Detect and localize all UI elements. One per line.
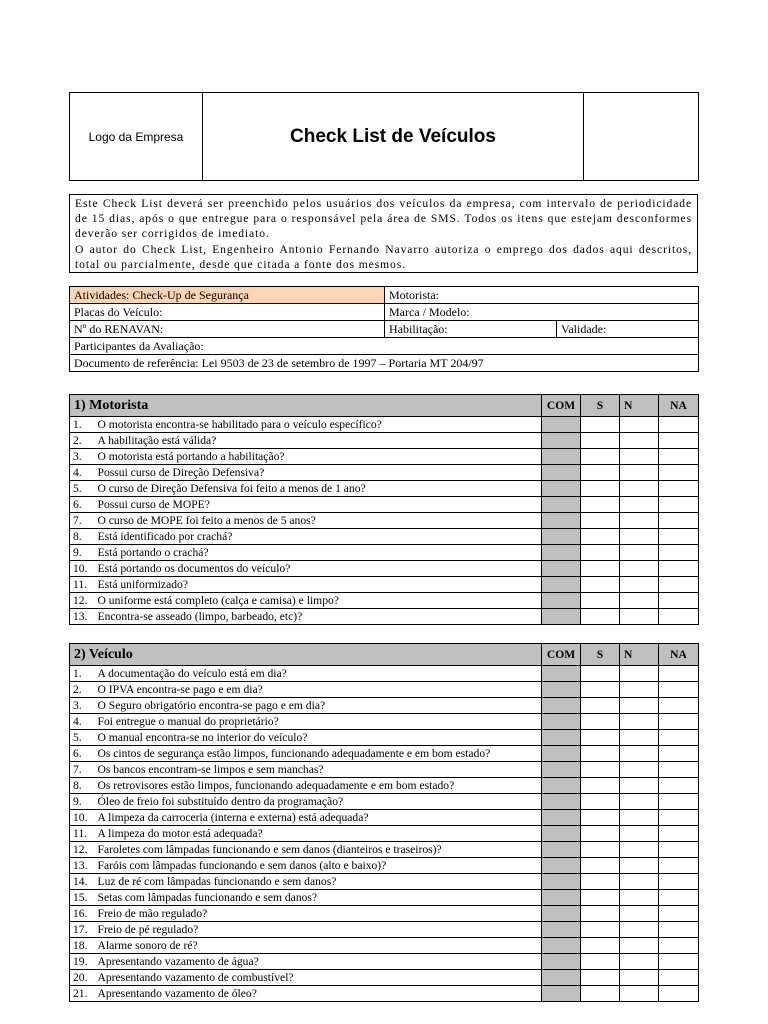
item-number: 4.	[70, 465, 98, 481]
column-n: N	[620, 644, 659, 666]
checklist-row	[70, 858, 699, 874]
item-number: 9.	[70, 545, 98, 561]
item-question: Apresentando vazamento de combustível?	[98, 970, 542, 986]
answer-n-cell[interactable]	[620, 609, 659, 625]
answer-com-cell[interactable]	[542, 417, 581, 433]
item-number: 2.	[70, 433, 98, 449]
answer-na-cell[interactable]	[659, 778, 699, 794]
section-veiculo	[69, 643, 699, 1002]
answer-s-cell[interactable]	[581, 778, 620, 794]
activities-field[interactable]: Atividades: Check-Up de Segurança	[70, 287, 385, 304]
intro-paragraph-1: Este Check List deverá ser preenchido pelos usuários dos veículos da empresa, com intervalo de periodicidade de 15 dias, após o que entregue para o responsável pela área de SMS. Todos os itens que estejam desconformes deverão ser corrigidos de imediato.	[75, 197, 692, 241]
checklist-row	[70, 577, 699, 593]
answer-n-cell[interactable]	[620, 778, 659, 794]
reference-document: Documento de referência: Lei 9503 de 23 de setembro de 1997 – Portaria MT 204/97	[70, 355, 699, 372]
section-title: 2) Veículo	[74, 646, 133, 662]
item-number: 1.	[70, 417, 98, 433]
answer-com-cell[interactable]	[542, 497, 581, 513]
item-question: A habilitação está válida?	[98, 433, 542, 449]
answer-com-cell[interactable]	[542, 922, 581, 938]
answer-s-cell[interactable]	[581, 858, 620, 874]
checklist-row	[70, 682, 699, 698]
item-question: O motorista está portando a habilitação?	[98, 449, 542, 465]
answer-na-cell[interactable]	[659, 609, 699, 625]
checklist-row	[70, 938, 699, 954]
answer-n-cell[interactable]	[620, 714, 659, 730]
intro-text-box	[69, 194, 698, 273]
checklist-row	[70, 609, 699, 625]
answer-n-cell[interactable]	[620, 513, 659, 529]
item-question: Está uniformizado?	[98, 577, 542, 593]
item-question: A limpeza da carroceria (interna e externa) está adequada?	[98, 810, 542, 826]
answer-com-cell[interactable]	[542, 593, 581, 609]
header-blank-cell	[584, 93, 699, 181]
item-question: Setas com lâmpadas funcionando e sem danos?	[98, 890, 542, 906]
section-header-row	[70, 395, 699, 417]
answer-na-cell[interactable]	[659, 682, 699, 698]
item-question: Os cintos de segurança estão limpos, funcionando adequadamente e em bom estado?	[98, 746, 542, 762]
item-question: A documentação do veículo está em dia?	[98, 666, 542, 682]
item-question: Os retrovisores estão limpos, funcionando adequadamente e em bom estado?	[98, 778, 542, 794]
item-number: 2.	[70, 682, 98, 698]
item-number: 16.	[70, 906, 98, 922]
participants-field[interactable]: Participantes da Avaliação:	[70, 338, 699, 355]
answer-com-cell[interactable]	[542, 826, 581, 842]
item-number: 11.	[70, 577, 98, 593]
answer-na-cell[interactable]	[659, 561, 699, 577]
item-number: 9.	[70, 794, 98, 810]
answer-s-cell[interactable]	[581, 810, 620, 826]
license-field[interactable]: Habilitação:	[385, 321, 557, 338]
answer-s-cell[interactable]	[581, 714, 620, 730]
answer-com-cell[interactable]	[542, 682, 581, 698]
answer-s-cell[interactable]	[581, 922, 620, 938]
item-question: O motorista encontra-se habilitado para o veículo específico?	[98, 417, 542, 433]
checklist-row	[70, 561, 699, 577]
checklist-row	[70, 545, 699, 561]
answer-na-cell[interactable]	[659, 577, 699, 593]
item-number: 10.	[70, 810, 98, 826]
checklist-row	[70, 906, 699, 922]
item-number: 3.	[70, 449, 98, 465]
title-cell	[203, 93, 584, 181]
checklist-row	[70, 698, 699, 714]
answer-n-cell[interactable]	[620, 545, 659, 561]
answer-na-cell[interactable]	[659, 666, 699, 682]
checklist-row	[70, 954, 699, 970]
answer-na-cell[interactable]	[659, 545, 699, 561]
answer-s-cell[interactable]	[581, 938, 620, 954]
item-question: O manual encontra-se no interior do veículo?	[98, 730, 542, 746]
answer-s-cell[interactable]	[581, 497, 620, 513]
answer-com-cell[interactable]	[542, 529, 581, 545]
checklist-row	[70, 481, 699, 497]
answer-com-cell[interactable]	[542, 778, 581, 794]
item-question: Encontra-se asseado (limpo, barbeado, etc)?	[98, 609, 542, 625]
answer-s-cell[interactable]	[581, 698, 620, 714]
item-question: O Seguro obrigatório encontra-se pago e em dia?	[98, 698, 542, 714]
checklist-row	[70, 778, 699, 794]
item-question: Óleo de freio foi substituído dentro da programação?	[98, 794, 542, 810]
answer-com-cell[interactable]	[542, 433, 581, 449]
answer-na-cell[interactable]	[659, 481, 699, 497]
column-com: COM	[542, 644, 581, 666]
answer-n-cell[interactable]	[620, 481, 659, 497]
answer-com-cell[interactable]	[542, 906, 581, 922]
answer-com-cell[interactable]	[542, 938, 581, 954]
item-question: Está identificado por crachá?	[98, 529, 542, 545]
answer-n-cell[interactable]	[620, 666, 659, 682]
answer-com-cell[interactable]	[542, 890, 581, 906]
column-s: S	[581, 644, 620, 666]
checklist-row	[70, 810, 699, 826]
item-number: 17.	[70, 922, 98, 938]
section-header-row	[70, 644, 699, 666]
answer-na-cell[interactable]	[659, 449, 699, 465]
answer-n-cell[interactable]	[620, 746, 659, 762]
item-number: 18.	[70, 938, 98, 954]
logo-text: Logo da Empresa	[88, 129, 184, 144]
document-title: Check List de Veículos	[290, 125, 496, 147]
section-motorista	[69, 394, 699, 625]
item-number: 13.	[70, 609, 98, 625]
answer-n-cell[interactable]	[620, 529, 659, 545]
checklist-row	[70, 433, 699, 449]
answer-com-cell[interactable]	[542, 577, 581, 593]
item-question: Faroletes com lâmpadas funcionando e sem danos (dianteiros e traseiros)?	[98, 842, 542, 858]
answer-s-cell[interactable]	[581, 730, 620, 746]
answer-com-cell[interactable]	[542, 842, 581, 858]
item-number: 11.	[70, 826, 98, 842]
item-number: 13.	[70, 858, 98, 874]
answer-com-cell[interactable]	[542, 954, 581, 970]
answer-na-cell[interactable]	[659, 433, 699, 449]
column-com: COM	[542, 395, 581, 417]
answer-na-cell[interactable]	[659, 938, 699, 954]
section-title: 1) Motorista	[74, 397, 149, 413]
answer-s-cell[interactable]	[581, 666, 620, 682]
answer-s-cell[interactable]	[581, 529, 620, 545]
answer-na-cell[interactable]	[659, 842, 699, 858]
answer-com-cell[interactable]	[542, 666, 581, 682]
item-question: Possui curso de Direção Defensiva?	[98, 465, 542, 481]
item-question: A limpeza do motor está adequada?	[98, 826, 542, 842]
item-number: 8.	[70, 529, 98, 545]
answer-na-cell[interactable]	[659, 513, 699, 529]
answer-com-cell[interactable]	[542, 545, 581, 561]
answer-n-cell[interactable]	[620, 561, 659, 577]
item-number: 14.	[70, 874, 98, 890]
answer-s-cell[interactable]	[581, 954, 620, 970]
answer-s-cell[interactable]	[581, 746, 620, 762]
item-question: Luz de ré com lâmpadas funcionando e sem danos?	[98, 874, 542, 890]
answer-com-cell[interactable]	[542, 858, 581, 874]
answer-s-cell[interactable]	[581, 906, 620, 922]
answer-com-cell[interactable]	[542, 762, 581, 778]
answer-na-cell[interactable]	[659, 762, 699, 778]
answer-n-cell[interactable]	[620, 762, 659, 778]
checklist-row	[70, 826, 699, 842]
answer-com-cell[interactable]	[542, 986, 581, 1002]
answer-n-cell[interactable]	[620, 874, 659, 890]
item-question: Freio de mão regulado?	[98, 906, 542, 922]
item-number: 15.	[70, 890, 98, 906]
answer-n-cell[interactable]	[620, 794, 659, 810]
answer-na-cell[interactable]	[659, 698, 699, 714]
checklist-row	[70, 449, 699, 465]
plates-field[interactable]: Placas do Veículo:	[70, 304, 385, 321]
item-number: 8.	[70, 778, 98, 794]
answer-na-cell[interactable]	[659, 970, 699, 986]
answer-com-cell[interactable]	[542, 794, 581, 810]
item-question: Alarme sonoro de ré?	[98, 938, 542, 954]
item-question: Está portando os documentos do veículo?	[98, 561, 542, 577]
item-number: 5.	[70, 730, 98, 746]
answer-s-cell[interactable]	[581, 593, 620, 609]
answer-na-cell[interactable]	[659, 826, 699, 842]
answer-na-cell[interactable]	[659, 954, 699, 970]
answer-n-cell[interactable]	[620, 417, 659, 433]
document-header	[69, 92, 699, 181]
item-question: O curso de Direção Defensiva foi feito a menos de 1 ano?	[98, 481, 542, 497]
answer-n-cell[interactable]	[620, 433, 659, 449]
checklist-row	[70, 465, 699, 481]
answer-n-cell[interactable]	[620, 465, 659, 481]
answer-com-cell[interactable]	[542, 449, 581, 465]
renavan-field[interactable]: Nº do RENAVAN:	[70, 321, 385, 338]
answer-s-cell[interactable]	[581, 826, 620, 842]
item-number: 1.	[70, 666, 98, 682]
answer-s-cell[interactable]	[581, 762, 620, 778]
item-number: 12.	[70, 842, 98, 858]
driver-field[interactable]: Motorista:	[385, 287, 699, 304]
answer-s-cell[interactable]	[581, 465, 620, 481]
item-number: 3.	[70, 698, 98, 714]
item-question: O IPVA encontra-se pago e em dia?	[98, 682, 542, 698]
answer-s-cell[interactable]	[581, 417, 620, 433]
answer-com-cell[interactable]	[542, 609, 581, 625]
validity-field[interactable]: Validade:	[557, 321, 699, 338]
item-question: Foi entregue o manual do proprietário?	[98, 714, 542, 730]
checklist-row	[70, 746, 699, 762]
answer-n-cell[interactable]	[620, 449, 659, 465]
answer-n-cell[interactable]	[620, 842, 659, 858]
answer-n-cell[interactable]	[620, 986, 659, 1002]
answer-com-cell[interactable]	[542, 513, 581, 529]
answer-s-cell[interactable]	[581, 481, 620, 497]
answer-na-cell[interactable]	[659, 465, 699, 481]
answer-na-cell[interactable]	[659, 593, 699, 609]
item-number: 10.	[70, 561, 98, 577]
item-number: 12.	[70, 593, 98, 609]
answer-com-cell[interactable]	[542, 970, 581, 986]
item-number: 7.	[70, 762, 98, 778]
answer-n-cell[interactable]	[620, 730, 659, 746]
answer-na-cell[interactable]	[659, 497, 699, 513]
item-number: 19.	[70, 954, 98, 970]
answer-s-cell[interactable]	[581, 986, 620, 1002]
item-question: Faróis com lâmpadas funcionando e sem danos (alto e baixo)?	[98, 858, 542, 874]
answer-n-cell[interactable]	[620, 858, 659, 874]
answer-na-cell[interactable]	[659, 529, 699, 545]
answer-na-cell[interactable]	[659, 906, 699, 922]
checklist-row	[70, 529, 699, 545]
answer-na-cell[interactable]	[659, 858, 699, 874]
answer-com-cell[interactable]	[542, 561, 581, 577]
answer-n-cell[interactable]	[620, 593, 659, 609]
item-number: 20.	[70, 970, 98, 986]
answer-s-cell[interactable]	[581, 890, 620, 906]
vehicle-info-table	[69, 286, 699, 372]
checklist-row	[70, 762, 699, 778]
item-number: 21.	[70, 986, 98, 1002]
answer-s-cell[interactable]	[581, 794, 620, 810]
answer-s-cell[interactable]	[581, 561, 620, 577]
item-question: Está portando o crachá?	[98, 545, 542, 561]
column-na: NA	[659, 644, 699, 666]
checklist-row	[70, 922, 699, 938]
column-na: NA	[659, 395, 699, 417]
checklist-row	[70, 794, 699, 810]
item-number: 6.	[70, 497, 98, 513]
answer-com-cell[interactable]	[542, 810, 581, 826]
answer-s-cell[interactable]	[581, 842, 620, 858]
answer-com-cell[interactable]	[542, 746, 581, 762]
answer-s-cell[interactable]	[581, 433, 620, 449]
answer-na-cell[interactable]	[659, 810, 699, 826]
answer-n-cell[interactable]	[620, 810, 659, 826]
answer-n-cell[interactable]	[620, 698, 659, 714]
answer-s-cell[interactable]	[581, 449, 620, 465]
checklist-row	[70, 842, 699, 858]
item-number: 4.	[70, 714, 98, 730]
checklist-row	[70, 593, 699, 609]
item-question: Os bancos encontram-se limpos e sem manchas?	[98, 762, 542, 778]
item-number: 6.	[70, 746, 98, 762]
item-question: O curso de MOPE foi feito a menos de 5 anos?	[98, 513, 542, 529]
checklist-row	[70, 714, 699, 730]
answer-na-cell[interactable]	[659, 714, 699, 730]
answer-com-cell[interactable]	[542, 465, 581, 481]
item-question: Possui curso de MOPE?	[98, 497, 542, 513]
answer-com-cell[interactable]	[542, 730, 581, 746]
answer-n-cell[interactable]	[620, 922, 659, 938]
answer-s-cell[interactable]	[581, 513, 620, 529]
answer-com-cell[interactable]	[542, 698, 581, 714]
answer-na-cell[interactable]	[659, 730, 699, 746]
item-question: Apresentando vazamento de óleo?	[98, 986, 542, 1002]
answer-s-cell[interactable]	[581, 874, 620, 890]
answer-n-cell[interactable]	[620, 938, 659, 954]
checklist-row	[70, 513, 699, 529]
answer-na-cell[interactable]	[659, 417, 699, 433]
item-question: O uniforme está completo (calça e camisa) e limpo?	[98, 593, 542, 609]
checklist-row	[70, 890, 699, 906]
checklist-row	[70, 417, 699, 433]
item-question: Freio de pé regulado?	[98, 922, 542, 938]
answer-s-cell[interactable]	[581, 577, 620, 593]
answer-na-cell[interactable]	[659, 986, 699, 1002]
answer-na-cell[interactable]	[659, 746, 699, 762]
answer-na-cell[interactable]	[659, 874, 699, 890]
answer-na-cell[interactable]	[659, 922, 699, 938]
answer-n-cell[interactable]	[620, 954, 659, 970]
answer-n-cell[interactable]	[620, 682, 659, 698]
brand-model-field[interactable]: Marca / Modelo:	[385, 304, 699, 321]
checklist-row	[70, 970, 699, 986]
answer-n-cell[interactable]	[620, 970, 659, 986]
answer-s-cell[interactable]	[581, 682, 620, 698]
checklist-row	[70, 986, 699, 1002]
company-logo-placeholder	[70, 93, 203, 181]
answer-n-cell[interactable]	[620, 826, 659, 842]
column-s: S	[581, 395, 620, 417]
item-number: 7.	[70, 513, 98, 529]
answer-s-cell[interactable]	[581, 970, 620, 986]
intro-paragraph-2: O autor do Check List, Engenheiro Antonio Fernando Navarro autoriza o emprego dos dados aqui descritos, total ou parcialmente, desde que citada a fonte dos mesmos.	[75, 242, 692, 271]
checklist-row	[70, 874, 699, 890]
checklist-row	[70, 497, 699, 513]
answer-n-cell[interactable]	[620, 497, 659, 513]
answer-n-cell[interactable]	[620, 906, 659, 922]
answer-na-cell[interactable]	[659, 890, 699, 906]
answer-com-cell[interactable]	[542, 714, 581, 730]
answer-s-cell[interactable]	[581, 609, 620, 625]
answer-n-cell[interactable]	[620, 577, 659, 593]
answer-s-cell[interactable]	[581, 545, 620, 561]
column-n: N	[620, 395, 659, 417]
answer-na-cell[interactable]	[659, 794, 699, 810]
answer-n-cell[interactable]	[620, 890, 659, 906]
answer-com-cell[interactable]	[542, 874, 581, 890]
answer-com-cell[interactable]	[542, 481, 581, 497]
item-number: 5.	[70, 481, 98, 497]
item-question: Apresentando vazamento de água?	[98, 954, 542, 970]
checklist-row	[70, 666, 699, 682]
checklist-row	[70, 730, 699, 746]
